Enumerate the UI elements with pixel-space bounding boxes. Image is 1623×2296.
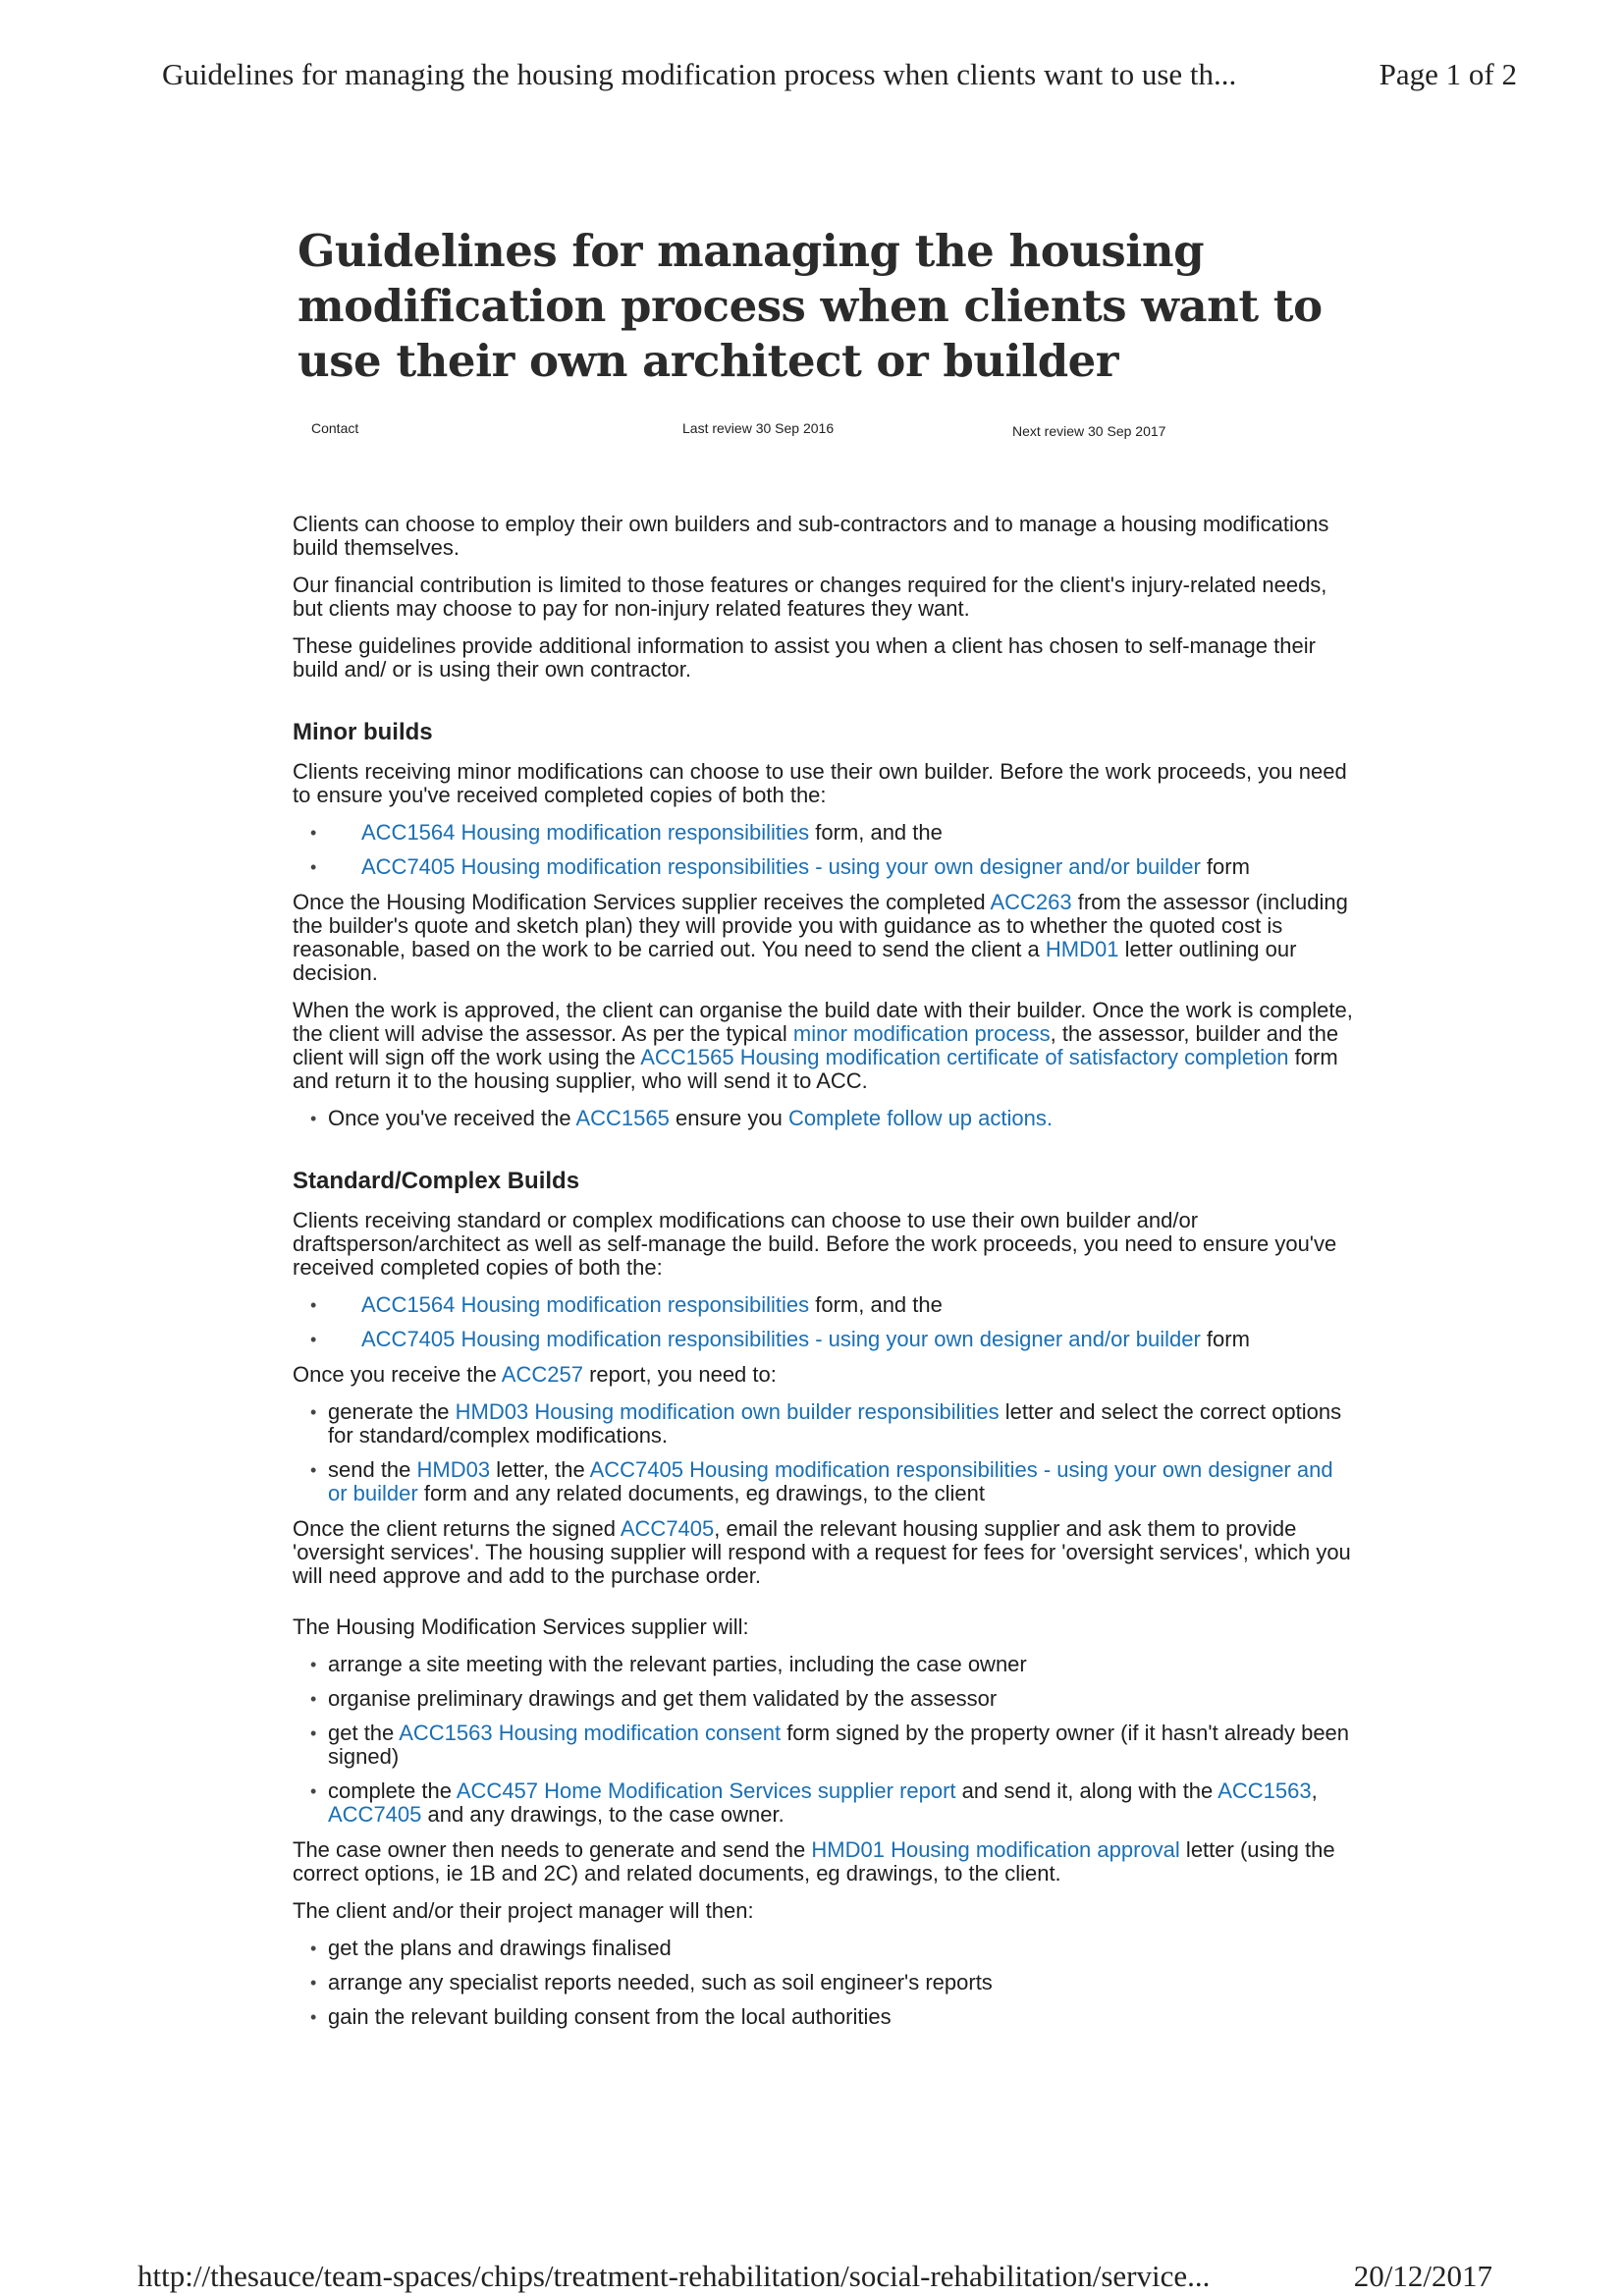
bullet-list — [293, 821, 1353, 879]
document-link[interactable]: minor modification process — [792, 1021, 1051, 1046]
bullet-list — [293, 1107, 1353, 1130]
text-run: These guidelines provide additional information to assist you when a client has chosen to self-manage their build and/ or is using their own contractor. — [293, 633, 1316, 682]
section-heading: Standard/Complex Builds — [293, 1168, 580, 1194]
list-item — [310, 1722, 1353, 1769]
text-run: , email the relevant housing supplier and ask them to provide 'oversight services'. The housing supplier will respond with a request for fees for 'oversight services', which you will need approve and add to the purchase order. — [293, 1516, 1351, 1588]
spacer — [293, 1602, 1353, 1615]
text-run: gain the relevant building consent from the local authorities — [328, 2004, 892, 2029]
list-item — [310, 1687, 1353, 1711]
list-item — [310, 855, 1353, 879]
text-run: The client and/or their project manager will then: — [293, 1898, 754, 1923]
text-run: generate the — [328, 1399, 456, 1424]
text-run: Our financial contribution is limited to those features or changes required for the client's injury-related needs, but clients may choose to pay for non-injury related features they want. — [293, 573, 1327, 621]
document-link[interactable]: HMD03 Housing modification own builder responsibilities — [455, 1399, 1000, 1424]
text-run: Once you've received the — [328, 1106, 576, 1130]
document-link[interactable]: ACC7405 — [328, 1802, 422, 1827]
list-item — [310, 1328, 1353, 1351]
text-run: and any drawings, to the case owner. — [421, 1802, 784, 1827]
text-run: form and any related documents, eg drawings, to the client — [417, 1481, 985, 1505]
print-footer — [137, 2259, 1492, 2294]
text-run: The Housing Modification Services supplier will: — [293, 1614, 749, 1639]
text-run: Clients can choose to employ their own builders and sub-contractors and to manage a housing modifications build themselves. — [293, 512, 1329, 560]
print-header — [162, 57, 1517, 92]
text-run: form, and the — [809, 820, 943, 845]
review-meta — [298, 412, 1191, 452]
contact-label: Contact — [311, 420, 359, 436]
document-link[interactable]: Complete follow up actions. — [787, 1106, 1053, 1130]
list-item — [310, 1779, 1353, 1827]
list-item — [310, 821, 1353, 845]
document-link[interactable]: HMD01 Housing modification approval — [811, 1837, 1180, 1862]
paragraph — [293, 1363, 1353, 1387]
list-item — [310, 1971, 1353, 1995]
paragraph — [293, 1209, 1353, 1280]
text-run: send the — [328, 1457, 417, 1482]
text-run: get the — [328, 1721, 400, 1745]
text-run: letter and select the correct options for standard/complex modifications. — [328, 1399, 1342, 1448]
document-link[interactable]: ACC1563 Housing modification consent — [399, 1721, 782, 1745]
text-run: Clients receiving minor modifications can choose to use their own builder. Before the work proceeds, you need to ensure you've received completed copies of both the: — [293, 759, 1347, 807]
section-heading: Minor builds — [293, 719, 433, 745]
list-item — [310, 2005, 1353, 2029]
document-link[interactable]: ACC7405 Housing modification responsibilities - using your own designer and or builder — [328, 1457, 1333, 1505]
text-run: organise preliminary drawings and get them validated by the assessor — [328, 1686, 998, 1711]
list-item — [310, 1400, 1353, 1448]
text-run: ensure you — [669, 1106, 788, 1130]
document-link[interactable]: ACC1564 Housing modification responsibilities — [361, 820, 810, 845]
list-item — [310, 1107, 1353, 1130]
text-run: complete the — [328, 1778, 457, 1803]
text-run: The case owner then needs to generate and send the — [293, 1837, 812, 1862]
text-run: form and return it to the housing supplier, who will send it to ACC. — [293, 1045, 1338, 1093]
document-link[interactable]: HMD03 — [416, 1457, 491, 1482]
document-link[interactable]: ACC1564 Housing modification responsibilities — [361, 1292, 810, 1317]
text-run: , the assessor, builder and the client will sign off the work using the — [293, 1021, 1339, 1069]
document-link[interactable]: ACC263 — [990, 890, 1072, 914]
document-link[interactable]: ACC7405 Housing modification responsibilities - using your own designer and/or builder — [361, 854, 1201, 879]
footer-date: 20/12/2017 — [1353, 2259, 1492, 2293]
text-run: Clients receiving standard or complex modifications can choose to use their own builder and/or draftsperson/architect as well as self-manage the build. Before the work proceeds, you need to ensure you've received completed copies of both the: — [293, 1208, 1337, 1280]
list-item — [310, 1653, 1353, 1676]
text-run: form — [1200, 1327, 1250, 1351]
document-link[interactable]: ACC1565 Housing modification certificate of satisfactory completion — [640, 1045, 1289, 1069]
paragraph — [293, 1838, 1353, 1886]
print-header-title: Guidelines for managing the housing modification process when clients want to use th... — [162, 57, 1237, 91]
document-link[interactable]: ACC1565 — [575, 1106, 670, 1130]
last-review: Last review 30 Sep 2016 — [682, 420, 835, 436]
text-run: form — [1200, 854, 1250, 879]
paragraph — [293, 1615, 1353, 1639]
document-link[interactable]: HMD01 — [1045, 937, 1119, 961]
document-link[interactable]: ACC1563 — [1217, 1778, 1312, 1803]
paragraph — [293, 891, 1353, 985]
text-run: from the assessor (including the builder's quote and sketch plan) they will provide you with guidance as to whether the quoted cost is reasonable, based on the work to be carried out. You need to send the client a — [293, 890, 1348, 961]
text-run: , — [1311, 1778, 1318, 1803]
text-run: and send it, along with the — [955, 1778, 1218, 1803]
paragraph — [293, 760, 1353, 807]
list-item — [310, 1458, 1353, 1505]
text-run: letter (using the correct options, ie 1B and 2C) and related documents, eg drawings, to the client. — [293, 1837, 1335, 1886]
text-run: Once the Housing Modification Services supplier receives the completed — [293, 890, 991, 914]
document-link[interactable]: ACC7405 — [620, 1516, 715, 1541]
bullet-list — [293, 1293, 1353, 1351]
bullet-list — [293, 1937, 1353, 2029]
text-run: get the plans and drawings finalised — [328, 1936, 672, 1960]
text-run: When the work is approved, the client can organise the build date with their builder. Once the work is complete, the client will advise the assessor. As per the typical — [293, 998, 1353, 1046]
text-run: letter, the — [490, 1457, 590, 1482]
paragraph — [293, 574, 1353, 621]
text-run: letter outlining our decision. — [293, 937, 1297, 985]
text-run: form signed by the property owner (if it hasn't already been signed) — [328, 1721, 1350, 1769]
list-item — [310, 1293, 1353, 1317]
next-review: Next review 30 Sep 2017 — [1012, 423, 1166, 439]
page-title: Guidelines for managing the housing modification process when clients want to use their own architect or builder — [298, 225, 1323, 387]
document-body — [293, 513, 1353, 2041]
paragraph — [293, 513, 1353, 560]
footer-url: http://thesauce/team-spaces/chips/treatment-rehabilitation/social-rehabilitation/service... — [137, 2259, 1211, 2293]
list-item — [310, 1937, 1353, 1960]
text-run: Once the client returns the signed — [293, 1516, 621, 1541]
text-run: arrange a site meeting with the relevant parties, including the case owner — [328, 1652, 1027, 1676]
paragraph — [293, 1899, 1353, 1923]
document-link[interactable]: ACC257 — [501, 1362, 583, 1387]
bullet-list — [293, 1653, 1353, 1827]
text-run: form, and the — [809, 1292, 943, 1317]
text-run: arrange any specialist reports needed, such as soil engineer's reports — [328, 1970, 993, 1995]
paragraph — [293, 1517, 1353, 1588]
paragraph — [293, 999, 1353, 1093]
bullet-list — [293, 1400, 1353, 1505]
text-run: Once you receive the — [293, 1362, 502, 1387]
paragraph — [293, 634, 1353, 682]
document-link[interactable]: ACC457 Home Modification Services supplier report — [456, 1778, 956, 1803]
text-run: report, you need to: — [582, 1362, 777, 1387]
page-number: Page 1 of 2 — [1379, 57, 1517, 91]
document-link[interactable]: ACC7405 Housing modification responsibilities - using your own designer and/or builder — [361, 1327, 1201, 1351]
